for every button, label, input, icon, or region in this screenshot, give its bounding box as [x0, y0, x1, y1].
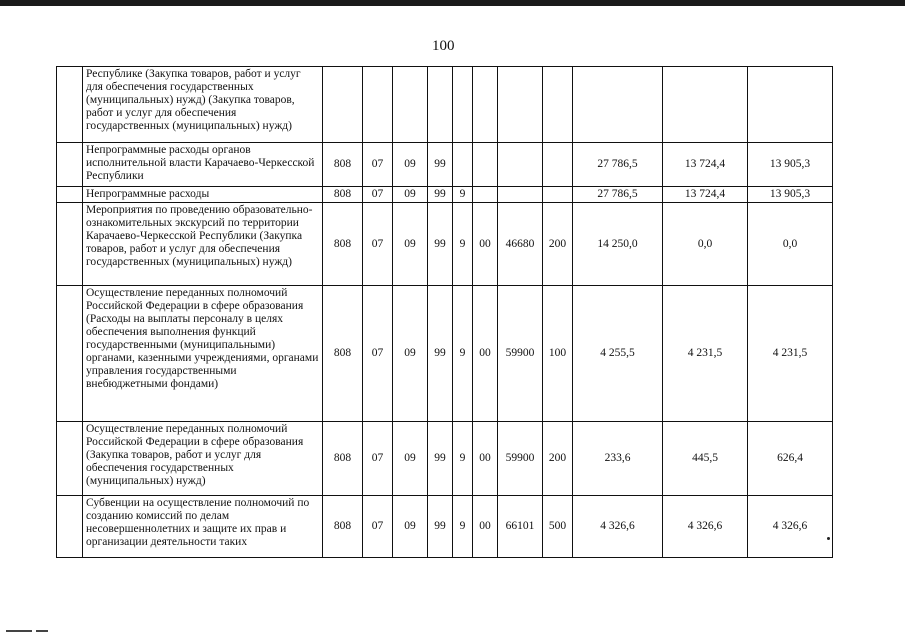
activity-code-cell [473, 187, 498, 203]
direction-code-cell [498, 67, 543, 143]
expense-type-cell: 500 [543, 496, 573, 558]
amount-year-2-cell: 13 724,4 [663, 143, 748, 187]
ministry-code-cell: 808 [323, 496, 363, 558]
description-cell: Субвенции на осуществление полномочий по созданию комиссий по делам несовершеннолетних и защите их прав и организации деятельности таких [83, 496, 323, 558]
program-code-cell: 99 [428, 286, 453, 422]
direction-code-cell: 59900 [498, 422, 543, 496]
subsection-code-cell: 09 [393, 422, 428, 496]
ministry-code-cell: 808 [323, 286, 363, 422]
table-row [57, 422, 833, 496]
subprogram-code-cell: 9 [453, 422, 473, 496]
subprogram-code-cell [453, 67, 473, 143]
subprogram-code-cell: 9 [453, 203, 473, 286]
expense-type-cell: 200 [543, 203, 573, 286]
description-cell: Непрограммные расходы органов исполнительной власти Карачаево-Черкесской Республики [83, 143, 323, 187]
scan-artifact [6, 630, 32, 632]
table-row [57, 496, 833, 558]
scan-artifact [827, 537, 830, 540]
subsection-code-cell: 09 [393, 203, 428, 286]
expense-type-cell [543, 187, 573, 203]
amount-year-2-cell: 4 231,5 [663, 286, 748, 422]
row-spacer-cell [57, 496, 83, 558]
row-spacer-cell [57, 67, 83, 143]
section-code-cell [363, 67, 393, 143]
ministry-code-cell [323, 67, 363, 143]
activity-code-cell [473, 143, 498, 187]
activity-code-cell: 00 [473, 496, 498, 558]
program-code-cell: 99 [428, 143, 453, 187]
ministry-code-cell: 808 [323, 143, 363, 187]
amount-year-2-cell: 13 724,4 [663, 187, 748, 203]
section-code-cell: 07 [363, 203, 393, 286]
activity-code-cell: 00 [473, 286, 498, 422]
ministry-code-cell: 808 [323, 187, 363, 203]
expense-type-cell: 100 [543, 286, 573, 422]
program-code-cell: 99 [428, 187, 453, 203]
section-code-cell: 07 [363, 422, 393, 496]
description-cell: Осуществление переданных полномочий Российской Федерации в сфере образования (Расходы на выплаты персоналу в целях обеспечения выполнения функций государственными (муниципальными) органами, казенными учреждениями, органами управления государственными внебюджетными фондами) [83, 286, 323, 422]
amount-year-2-cell: 4 326,6 [663, 496, 748, 558]
subsection-code-cell: 09 [393, 187, 428, 203]
amount-year-3-cell: 0,0 [748, 203, 833, 286]
description-cell: Республике (Закупка товаров, работ и услуг для обеспечения государственных (муниципальных) нужд) (Закупка товаров, работ и услуг для обеспечения государственных (муниципальных) нужд) [83, 67, 323, 143]
description-cell: Осуществление переданных полномочий Российской Федерации в сфере образования (Закупка товаров, работ и услуг для обеспечения государственных (муниципальных) нужд) [83, 422, 323, 496]
direction-code-cell [498, 187, 543, 203]
amount-year-1-cell: 4 326,6 [573, 496, 663, 558]
subsection-code-cell [393, 67, 428, 143]
expense-type-cell: 200 [543, 422, 573, 496]
program-code-cell: 99 [428, 422, 453, 496]
amount-year-3-cell: 626,4 [748, 422, 833, 496]
amount-year-3-cell: 13 905,3 [748, 187, 833, 203]
scan-artifact [36, 630, 48, 632]
activity-code-cell: 00 [473, 203, 498, 286]
direction-code-cell: 66101 [498, 496, 543, 558]
subprogram-code-cell [453, 143, 473, 187]
program-code-cell: 99 [428, 496, 453, 558]
expense-type-cell [543, 143, 573, 187]
subsection-code-cell: 09 [393, 286, 428, 422]
ministry-code-cell: 808 [323, 203, 363, 286]
direction-code-cell: 59900 [498, 286, 543, 422]
row-spacer-cell [57, 286, 83, 422]
activity-code-cell [473, 67, 498, 143]
table-body [57, 67, 833, 558]
ministry-code-cell: 808 [323, 422, 363, 496]
amount-year-3-cell: 4 326,6 [748, 496, 833, 558]
table-row [57, 143, 833, 187]
program-code-cell [428, 67, 453, 143]
amount-year-2-cell [663, 67, 748, 143]
row-spacer-cell [57, 187, 83, 203]
amount-year-3-cell: 13 905,3 [748, 143, 833, 187]
description-cell: Мероприятия по проведению образовательно-ознакомительных экскурсий по территории Карачаево-Черкесской Республики (Закупка товаров, работ и услуг для обеспечения государственных (муниципальных) нужд) [83, 203, 323, 286]
amount-year-1-cell: 233,6 [573, 422, 663, 496]
direction-code-cell [498, 143, 543, 187]
amount-year-1-cell: 14 250,0 [573, 203, 663, 286]
expense-type-cell [543, 67, 573, 143]
scan-top-edge [0, 0, 905, 6]
row-spacer-cell [57, 143, 83, 187]
table-row [57, 187, 833, 203]
subsection-code-cell: 09 [393, 496, 428, 558]
section-code-cell: 07 [363, 286, 393, 422]
direction-code-cell: 46680 [498, 203, 543, 286]
table-row [57, 203, 833, 286]
amount-year-1-cell: 4 255,5 [573, 286, 663, 422]
table-row [57, 67, 833, 143]
amount-year-3-cell [748, 67, 833, 143]
amount-year-1-cell: 27 786,5 [573, 187, 663, 203]
amount-year-1-cell [573, 67, 663, 143]
description-cell: Непрограммные расходы [83, 187, 323, 203]
section-code-cell: 07 [363, 143, 393, 187]
activity-code-cell: 00 [473, 422, 498, 496]
row-spacer-cell [57, 203, 83, 286]
subprogram-code-cell: 9 [453, 187, 473, 203]
subprogram-code-cell: 9 [453, 496, 473, 558]
page-number: 100 [432, 38, 455, 54]
budget-table [56, 66, 833, 558]
program-code-cell: 99 [428, 203, 453, 286]
amount-year-1-cell: 27 786,5 [573, 143, 663, 187]
subprogram-code-cell: 9 [453, 286, 473, 422]
table-row [57, 286, 833, 422]
amount-year-3-cell: 4 231,5 [748, 286, 833, 422]
section-code-cell: 07 [363, 496, 393, 558]
section-code-cell: 07 [363, 187, 393, 203]
subsection-code-cell: 09 [393, 143, 428, 187]
row-spacer-cell [57, 422, 83, 496]
amount-year-2-cell: 0,0 [663, 203, 748, 286]
amount-year-2-cell: 445,5 [663, 422, 748, 496]
